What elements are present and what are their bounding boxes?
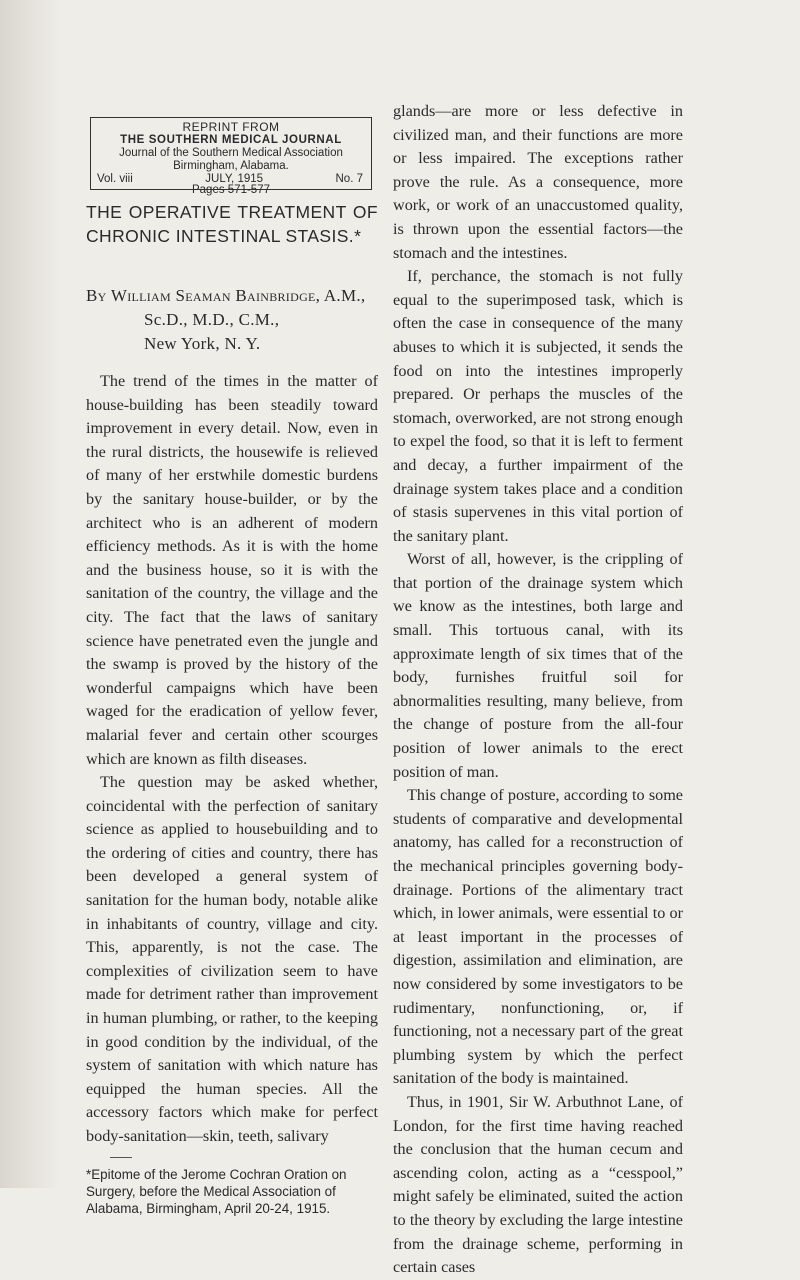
body-paragraph: The question may be asked whether, coincidental with the perfection of sanitary science as applied to housebuilding and to the ordering of cities and country, there has been developed a general system of sanitation for the human body, notable alike in inhabitants of country, village and city. This, apparently, is not the case. The complexities of civilization seem to have made for detriment rather than improvement in human plumbing, or rather, to the keeping in good condition by the individual, of the system of sanitation with which nature has equipped the human species. All the accessory factors which make for perfect body-sanitation—skin, teeth, salivary: [86, 773, 378, 1145]
journal-place: Birmingham, Alabama.: [173, 160, 289, 172]
body-paragraph: If, perchance, the stomach is not fully equal to the superimposed task, which is often the case in consequence of the many abuses to which it is subjected, it sends the food on into the intestines improperly prepared. Or perhaps the muscles of the stomach, overworked, are not strong enough to expel the food, so that it is left to ferment and decay, a further impairment of the drainage system takes place and a condition of stasis supervenes in this vital portion of the sanitary plant.: [393, 267, 683, 545]
byline-line-3: New York, N. Y.: [144, 334, 261, 353]
body-paragraph: glands—are more or less defective in civilized man, and their functions are more or less impaired. The exceptions rather prove the rule. As a consequence, more work, or work of an unaccustomed quality, is thrown upon the essential factors—the stomach and the intestines.: [393, 102, 683, 262]
body-paragraph: The trend of the times in the matter of house-building has been steadily toward improvement in every detail. Now, even in the rural districts, the housewife is relieved of many of her erstwhile domestic burdens by the sanitary house-builder, or by the architect who is an adherent of modern efficiency methods. As it is with the home and the business house, so it is with the sanitation of the country, the village and the city. The fact that the laws of sanitary science have penetrated even the jungle and the swamp is proved by the history of the wonderful campaigns which have been waged for the eradication of yellow fever, malarial fever and certain other scourges which are known as filth diseases.: [86, 372, 378, 768]
volume-label: Vol. viii: [97, 173, 133, 185]
footnote-divider: [110, 1157, 132, 1158]
body-paragraph: Worst of all, however, is the crippling of that portion of the drainage system which we know as the intestines, both large and small. This tortuous canal, with its approximate length of six times that of the body, furnishes fruitful soil for abnormalities resulting, many believe, from the change of posture from the all-four position of lower animals to the erect position of man.: [393, 550, 683, 781]
reprint-notice-box: [90, 117, 372, 196]
page-edge-shadow: [0, 0, 60, 1188]
author-byline: [86, 284, 378, 356]
body-paragraph: This change of posture, according to some students of comparative and developmental anatomy, has called for a reconstruction of the mechanical principles governing body-drainage. Portions of the alimentary tract which, in lower animals, were essential to or at least important in the processes of digestion, assimilation and elimination, are now considered by some investigators to be rudimentary, nonfunctioning, or, if functioning, not a necessary part of the great plumbing system by which the perfect sanitation of the body is maintained.: [393, 786, 683, 1088]
right-column: [393, 100, 683, 1280]
journal-name: THE SOUTHERN MEDICAL JOURNAL: [120, 134, 342, 146]
footnote: *Epitome of the Jerome Cochran Oration on Surgery, before the Medical Association of Alabama, Birmingham, April 20-24, 1915.: [86, 1166, 347, 1216]
issue-date: JULY, 1915: [205, 173, 264, 185]
page-range: Pages 571-577: [191, 184, 270, 196]
issue-number: No. 7: [335, 173, 363, 185]
journal-subtitle: Journal of the Southern Medical Association: [119, 147, 343, 159]
byline-line-1: By William Seaman Bainbridge, A.M.,: [86, 286, 366, 305]
article-title: THE OPERATIVE TREATMENT OF CHRONIC INTESTINAL STASIS.*: [86, 202, 378, 246]
byline-line-2: Sc.D., M.D., C.M.,: [144, 310, 280, 329]
body-paragraph: Thus, in 1901, Sir W. Arbuthnot Lane, of London, for the first time having reached the conclusion that the human cecum and ascending colon, acting as a “cesspool,” might safely be eliminated, suited the action to the theory by excluding the large intestine from the drainage scheme, performing in certain cases: [393, 1092, 683, 1277]
reprint-heading: REPRINT FROM: [182, 120, 280, 134]
left-column: [86, 200, 378, 1217]
